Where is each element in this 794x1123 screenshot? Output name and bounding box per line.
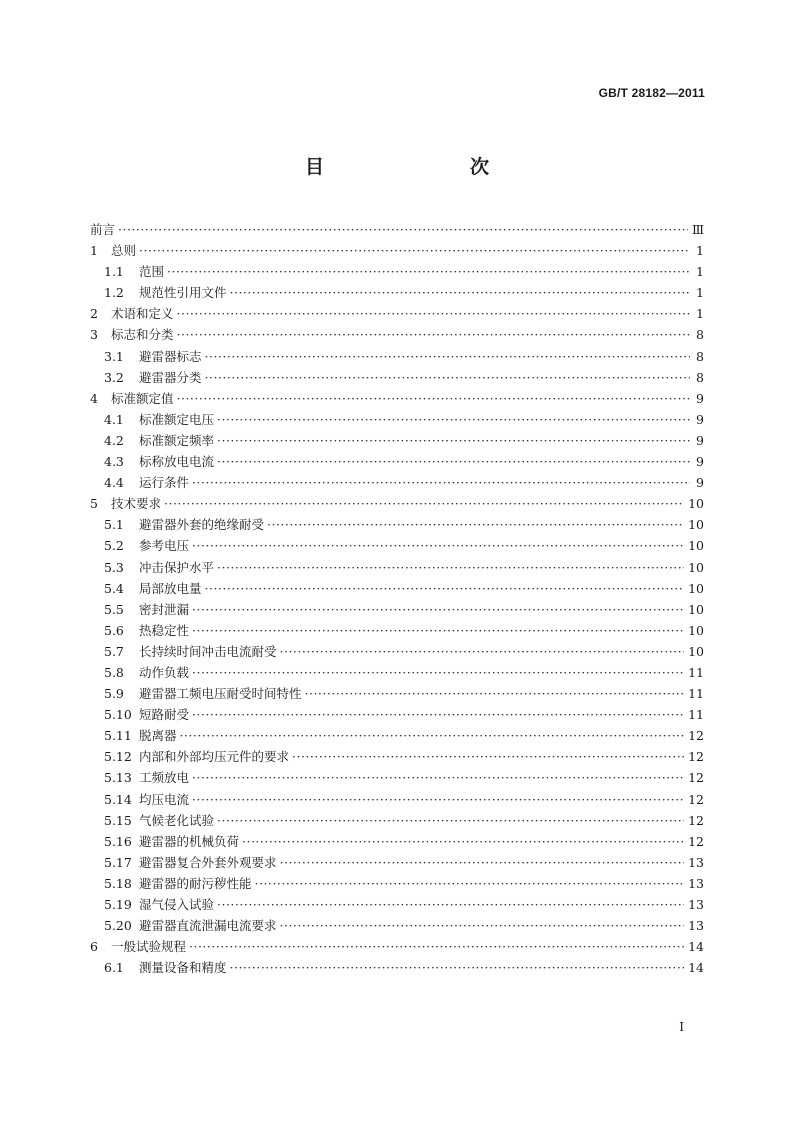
toc-entry-page: 11 <box>688 664 704 680</box>
toc-entry-number: 1 <box>90 243 98 259</box>
toc-entry-title: 前言 <box>90 222 116 237</box>
toc-entry[interactable] <box>90 346 704 367</box>
toc-entry[interactable] <box>90 767 704 788</box>
toc-entry-number: 4.3 <box>104 454 124 470</box>
toc-entry-number: 5.11 <box>104 728 132 744</box>
dot-leader <box>192 599 684 620</box>
toc-entry-page: 10 <box>688 517 704 533</box>
toc-entry-title: 测量设备和精度 <box>139 960 227 976</box>
toc-entry-title: 气候老化试验 <box>139 812 215 828</box>
dot-leader <box>280 641 685 662</box>
toc-entry-number: 6 <box>90 939 98 955</box>
toc-entry-number: 5.1 <box>104 517 124 533</box>
toc-entry-page: 1 <box>696 285 704 301</box>
dot-leader <box>305 683 685 704</box>
toc-entry[interactable] <box>90 915 704 936</box>
toc-entry[interactable] <box>90 662 704 683</box>
toc-entry-title: 密封泄漏 <box>139 601 190 617</box>
toc-entry[interactable] <box>90 789 704 810</box>
toc-entry-title: 标准额定电压 <box>139 411 215 427</box>
toc-entry-number: 5.9 <box>104 686 124 702</box>
toc-entry-page: 13 <box>688 875 704 891</box>
toc-entry[interactable] <box>90 282 704 303</box>
toc-entry[interactable] <box>90 557 704 578</box>
toc-entry[interactable] <box>90 704 704 725</box>
toc-entry-title: 工频放电 <box>139 770 190 786</box>
toc-entry-number: 1.2 <box>104 285 124 301</box>
toc-entry-page: 12 <box>688 749 704 765</box>
toc-entry-number: 4.2 <box>104 432 124 448</box>
toc-entry-number: 5.4 <box>104 580 124 596</box>
dot-leader <box>280 852 685 873</box>
toc-entry[interactable] <box>90 936 704 957</box>
dot-leader <box>189 936 684 957</box>
toc-entry-title: 内部和外部均压元件的要求 <box>139 749 290 765</box>
toc-entry-title: 短路耐受 <box>139 707 190 723</box>
toc-entry[interactable] <box>90 683 704 704</box>
toc-entry-title: 范围 <box>139 264 165 280</box>
toc-entry-page: 12 <box>688 791 704 807</box>
toc-entry-page: 10 <box>688 559 704 575</box>
toc-entry-number: 4.1 <box>104 411 124 427</box>
dot-leader <box>139 240 690 261</box>
toc-entry-page: 14 <box>688 960 704 976</box>
toc-entry-title: 冲击保护水平 <box>139 559 215 575</box>
toc-entry-number: 5.13 <box>104 770 132 786</box>
dot-leader <box>280 915 685 936</box>
dot-leader <box>217 557 684 578</box>
dot-leader <box>192 535 684 556</box>
toc-entry[interactable] <box>90 409 704 430</box>
toc-entry-title: 避雷器工频电压耐受时间特性 <box>139 686 302 702</box>
toc-entry-title: 技术要求 <box>111 496 162 512</box>
toc-entry-page: 9 <box>696 432 704 448</box>
dot-leader <box>230 282 690 303</box>
toc-entry-number: 5.7 <box>104 643 124 659</box>
toc-entry-page: 10 <box>688 538 704 554</box>
dot-leader <box>192 789 684 810</box>
toc-entry-page: 13 <box>688 897 704 912</box>
toc-entry-title: 术语和定义 <box>111 306 174 322</box>
toc-entry-number: 5.16 <box>104 833 132 849</box>
toc-entry-page: 8 <box>696 327 704 343</box>
dot-leader <box>205 346 690 367</box>
toc-entry[interactable] <box>90 514 704 535</box>
toc-entry-title: 避雷器直流泄漏电流要求 <box>139 918 277 934</box>
toc-entry-title: 避雷器复合外套外观要求 <box>139 854 277 870</box>
toc-entry[interactable] <box>90 810 704 831</box>
toc-entry-title: 一般试验规程 <box>111 939 187 955</box>
toc-entry-number: 3 <box>90 327 98 343</box>
toc-entry-page: 10 <box>688 622 704 638</box>
toc-entry-page: Ⅲ <box>691 222 704 237</box>
dot-leader <box>192 472 690 493</box>
toc-entry-number: 5.15 <box>104 812 132 828</box>
toc-entry-page: 10 <box>688 601 704 617</box>
toc-entry-title: 标准额定频率 <box>139 432 215 448</box>
toc-entry-page: 9 <box>696 454 704 470</box>
toc-entry-number: 5.8 <box>104 664 124 680</box>
toc-entry-number: 3.1 <box>104 348 124 364</box>
toc-entry[interactable] <box>90 957 704 978</box>
toc-entry-page: 12 <box>688 833 704 849</box>
toc-entry[interactable] <box>90 852 704 873</box>
toc-entry-title: 标准额定值 <box>111 390 174 406</box>
table-of-contents <box>90 219 704 978</box>
toc-entry-number: 5.12 <box>104 749 132 765</box>
toc-entry-page: 10 <box>688 643 704 659</box>
toc-entry-page: 1 <box>696 243 704 259</box>
dot-leader <box>217 451 690 472</box>
dot-leader <box>267 514 684 535</box>
toc-entry-number: 5.14 <box>104 791 132 807</box>
dot-leader <box>177 324 690 345</box>
toc-entry-page: 8 <box>696 369 704 385</box>
toc-entry[interactable] <box>90 451 704 472</box>
dot-leader <box>192 662 684 683</box>
toc-entry-number: 3.2 <box>104 369 124 385</box>
toc-entry[interactable] <box>90 493 704 514</box>
toc-entry-title: 避雷器标志 <box>139 348 202 364</box>
toc-entry-title: 长持续时间冲击电流耐受 <box>139 643 277 659</box>
toc-entry-page: 14 <box>688 939 704 955</box>
toc-entry-page: 13 <box>688 918 704 934</box>
toc-entry-page: 1 <box>696 306 704 322</box>
toc-entry-title: 动作负载 <box>139 664 190 680</box>
toc-entry-number: 5.19 <box>104 897 132 912</box>
toc-entry[interactable] <box>90 219 704 240</box>
toc-entry[interactable] <box>90 578 704 599</box>
dot-leader <box>177 388 690 409</box>
toc-entry-number: 5.5 <box>104 601 124 617</box>
toc-entry-number: 5.2 <box>104 538 124 554</box>
dot-leader <box>118 219 688 240</box>
toc-entry[interactable] <box>90 388 704 409</box>
toc-entry-page: 9 <box>696 475 704 491</box>
toc-entry-title: 湿气侵入试验 <box>139 897 215 912</box>
toc-entry-title: 运行条件 <box>139 475 190 491</box>
toc-entry[interactable] <box>90 472 704 493</box>
dot-leader <box>205 578 685 599</box>
toc-entry[interactable] <box>90 535 704 556</box>
toc-entry-title: 规范性引用文件 <box>139 285 227 301</box>
toc-entry[interactable] <box>90 261 704 282</box>
toc-entry-title: 局部放电量 <box>139 580 202 596</box>
toc-entry-title: 脱离器 <box>139 728 177 744</box>
toc-entry-title: 避雷器外套的绝缘耐受 <box>139 517 265 533</box>
toc-entry-page: 12 <box>688 728 704 744</box>
toc-entry-number: 5.18 <box>104 875 132 891</box>
toc-entry-page: 9 <box>696 411 704 427</box>
toc-entry-number: 5.10 <box>104 707 132 723</box>
toc-entry-page: 12 <box>688 770 704 786</box>
dot-leader <box>167 261 690 282</box>
dot-leader <box>180 725 685 746</box>
dot-leader <box>192 620 684 641</box>
toc-entry-page: 12 <box>688 812 704 828</box>
toc-entry-number: 6.1 <box>104 960 124 976</box>
toc-entry-title: 热稳定性 <box>139 622 190 638</box>
toc-entry-number: 5.3 <box>104 559 124 575</box>
dot-leader <box>205 367 690 388</box>
dot-leader <box>217 430 690 451</box>
dot-leader <box>192 767 684 788</box>
dot-leader <box>217 810 684 831</box>
toc-entry-number: 4 <box>90 390 98 406</box>
toc-entry-number: 5.6 <box>104 622 124 638</box>
toc-entry-title: 标志和分类 <box>111 327 174 343</box>
toc-entry[interactable] <box>90 303 704 324</box>
toc-entry-page: 11 <box>688 707 704 723</box>
toc-entry-title: 标称放电电流 <box>139 454 215 470</box>
dot-leader <box>217 894 684 915</box>
dot-leader <box>192 704 684 725</box>
dot-leader <box>164 493 684 514</box>
toc-entry[interactable] <box>90 430 704 451</box>
standard-code: GB/T 28182—2011 <box>598 86 705 100</box>
dot-leader <box>292 746 684 767</box>
toc-entry[interactable] <box>90 894 704 915</box>
toc-entry-number: 5.20 <box>104 918 132 934</box>
toc-entry-page: 8 <box>696 348 704 364</box>
toc-entry-number: 5 <box>90 496 98 512</box>
toc-entry-number: 4.4 <box>104 475 124 491</box>
toc-entry-page: 10 <box>688 496 704 512</box>
page-title: 目 次 <box>304 156 525 178</box>
toc-entry[interactable] <box>90 641 704 662</box>
toc-entry-page: 9 <box>696 390 704 406</box>
toc-entry[interactable] <box>90 324 704 345</box>
toc-entry-number: 5.17 <box>104 854 132 870</box>
toc-entry[interactable] <box>90 599 704 620</box>
toc-entry-title: 避雷器分类 <box>139 369 202 385</box>
dot-leader <box>177 303 690 324</box>
dot-leader <box>255 873 685 894</box>
toc-entry[interactable] <box>90 725 704 746</box>
toc-entry[interactable] <box>90 831 704 852</box>
dot-leader <box>217 409 690 430</box>
toc-entry[interactable] <box>90 746 704 767</box>
dot-leader <box>230 957 685 978</box>
dot-leader <box>242 831 684 852</box>
toc-entry-page: 1 <box>696 264 704 280</box>
page-number: Ⅰ <box>679 1020 684 1034</box>
toc-entry-title: 均压电流 <box>139 791 190 807</box>
toc-entry-number: 1.1 <box>104 264 124 280</box>
toc-entry-number: 2 <box>90 306 98 322</box>
toc-entry[interactable] <box>90 367 704 388</box>
toc-entry-title: 避雷器的机械负荷 <box>139 833 240 849</box>
toc-entry-page: 10 <box>688 580 704 596</box>
toc-entry[interactable] <box>90 873 704 894</box>
toc-entry-title: 参考电压 <box>139 538 190 554</box>
toc-entry-page: 13 <box>688 854 704 870</box>
toc-entry[interactable] <box>90 620 704 641</box>
toc-entry-title: 避雷器的耐污秽性能 <box>139 875 252 891</box>
toc-entry-page: 11 <box>688 686 704 702</box>
toc-entry-title: 总则 <box>111 243 137 259</box>
toc-entry[interactable] <box>90 240 704 261</box>
